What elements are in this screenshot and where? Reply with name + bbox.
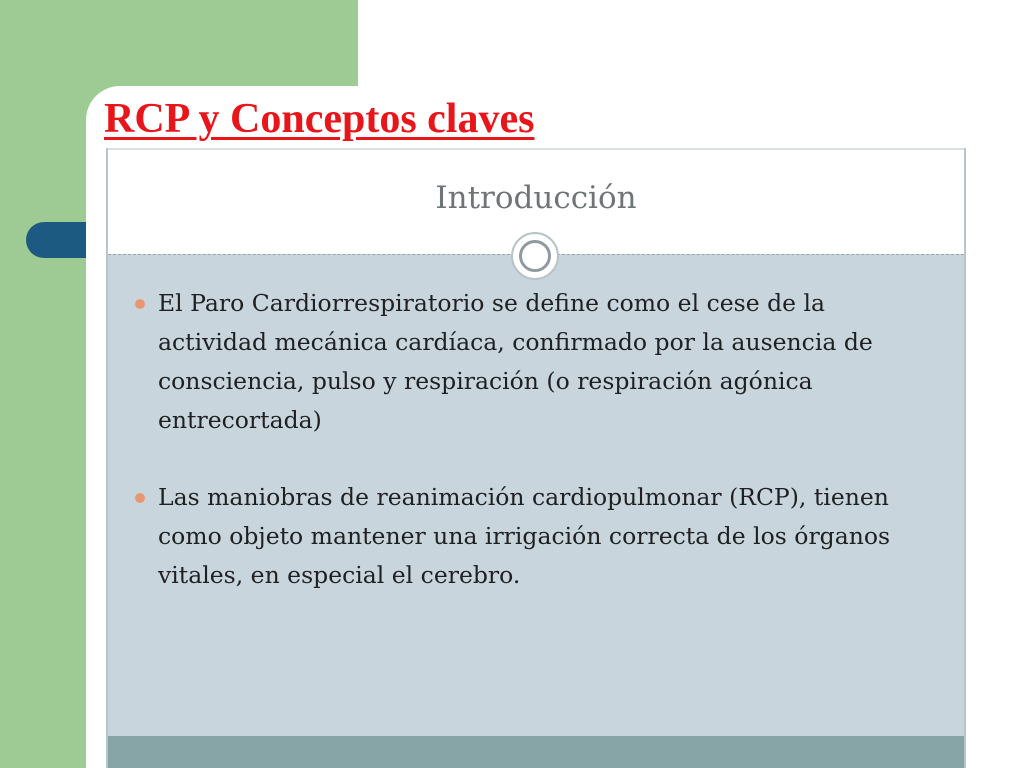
- bullet-text: Las maniobras de reanimación cardiopulmonar (RCP), tienen como objeto mantener una irrigación correcta de los órganos vitales, en especial el cerebro.: [158, 483, 891, 589]
- bullet-dot-icon: [135, 493, 145, 503]
- bullet-item: [108, 284, 964, 440]
- bullet-dot-icon: [135, 299, 145, 309]
- embedded-slide-title: Introducción: [435, 180, 637, 216]
- embedded-slide-footer-strip: [108, 736, 964, 768]
- embedded-slide-image: [106, 148, 966, 768]
- circle-ornament-icon: [511, 232, 559, 280]
- bullet-text: El Paro Cardiorrespiratorio se define como el cese de la actividad mecánica cardíaca, confirmado por la ausencia de consciencia, pulso y respiración (o respiración agónica entrecortada): [158, 289, 873, 434]
- slide-title: RCP y Conceptos claves: [104, 96, 535, 142]
- bullet-item: [108, 478, 964, 595]
- bullet-list: [108, 284, 964, 633]
- blue-tab-accent: [26, 222, 92, 258]
